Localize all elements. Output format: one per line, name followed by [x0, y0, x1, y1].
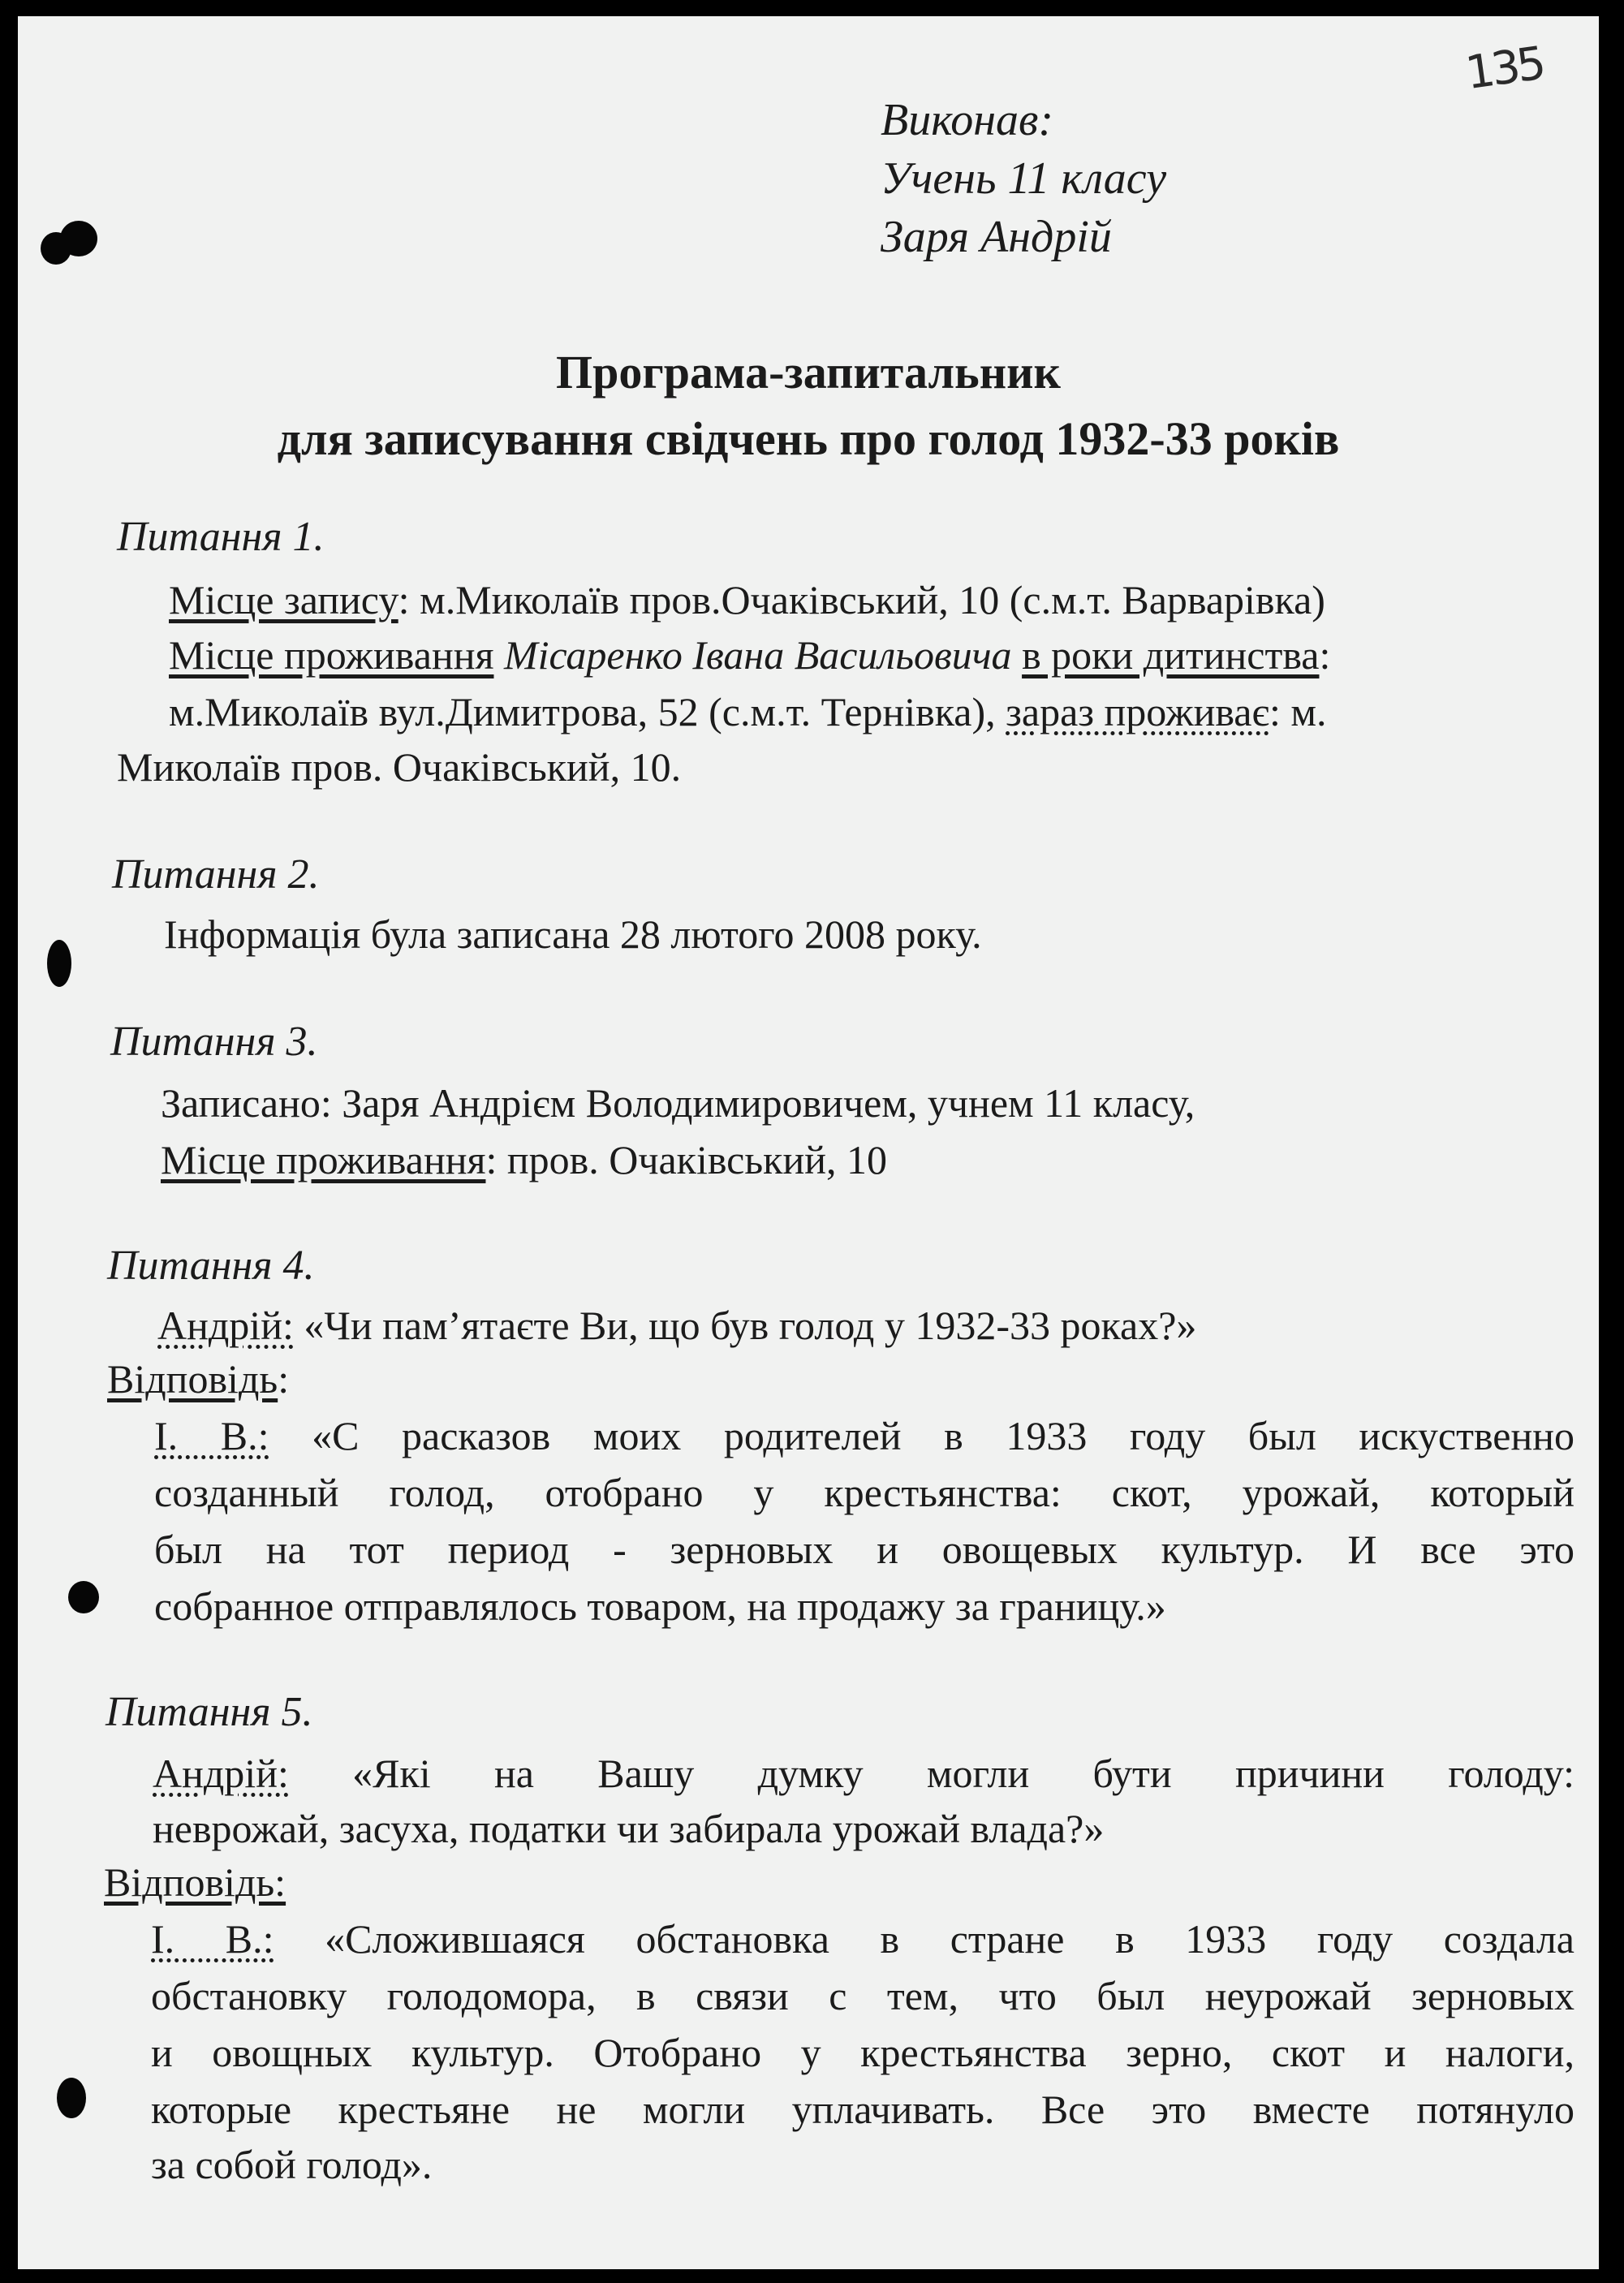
q4-answer-line-2: созданный голод, отобрано у крестьянства: скот, урожай, который — [154, 1470, 1574, 1515]
q4-answer-label-line — [107, 1355, 289, 1402]
document-page — [18, 16, 1599, 2269]
q5-answer-line-5: за собой голод». — [151, 2142, 433, 2187]
q4-speaker: Андрій: — [157, 1303, 294, 1348]
question-4-heading: Питання 4. — [107, 1243, 315, 1289]
document-title — [18, 339, 1599, 472]
q1-now-label: зараз проживає — [1006, 689, 1269, 734]
performer-name: Заря Андрій — [881, 212, 1112, 262]
q5-respondent: І. В.: — [151, 1916, 274, 1962]
q1-residence-label: Місце проживання — [169, 632, 494, 678]
handwritten-page-number: 135 — [1462, 37, 1546, 101]
q1-record-line — [169, 576, 1325, 623]
binder-hole — [60, 221, 97, 256]
q3-residence-label: Місце проживання — [161, 1137, 486, 1182]
q3-residence-value: : пров. Очаківський, 10 — [485, 1137, 887, 1182]
title-line-1: Програма-запитальник — [556, 346, 1061, 398]
q5-answer-line-1 — [151, 1915, 1574, 1962]
q1-childhood-address: м.Миколаїв вул.Димитрова, 52 (с.м.т. Тернівка), — [169, 689, 1006, 734]
q1-address-line — [169, 688, 1327, 735]
binder-hole — [47, 940, 71, 987]
q4-answer-line-1 — [154, 1412, 1574, 1459]
performer-block — [881, 91, 1166, 266]
q5-answer-text: «Сложившаяся обстановка в стране в 1933 году создала — [274, 1916, 1574, 1962]
q4-respondent: І. В.: — [154, 1413, 269, 1458]
q1-address-line-2: Миколаїв пров. Очаківський, 10. — [117, 744, 682, 790]
question-3-heading: Питання 3. — [110, 1019, 318, 1065]
binder-hole — [57, 2078, 86, 2118]
q1-now-value: : м. — [1269, 689, 1327, 734]
q1-residence-line — [169, 631, 1330, 678]
title-line-2: для записування свідчень про голод 1932-33 років — [277, 412, 1340, 465]
q4-answer-colon: : — [278, 1356, 290, 1402]
performer-grade: Учень 11 класу — [881, 153, 1167, 204]
q5-answer-line-3: и овощных культур. Отобрано у крестьянства зерно, скот и налоги, — [151, 2030, 1574, 2075]
q4-answer-text: «С расказов моих родителей в 1933 году был искуственно — [269, 1413, 1574, 1458]
q1-colon: : — [1319, 632, 1331, 678]
q5-answer-line-2: обстановку голодомора, в связи с тем, что был неурожай зерновых — [151, 1973, 1574, 2018]
q5-speaker: Андрій: — [153, 1751, 289, 1796]
question-2-heading: Питання 2. — [112, 851, 320, 898]
q5-answer-label: Відповідь: — [104, 1859, 286, 1905]
q5-answer-line-4: которые крестьяне не могли уплачивать. Все это вместе потянуло — [151, 2087, 1574, 2132]
q2-text: Інформація була записана 28 лютого 2008 року. — [164, 911, 982, 957]
q1-record-value: : м.Миколаїв пров.Очаківський, 10 (с.м.т. Варварівка) — [398, 577, 1325, 622]
q4-question: «Чи пам’ятаєте Ви, що був голод у 1932-33 роках?» — [293, 1303, 1197, 1348]
q4-answer-label: Відповідь — [107, 1356, 278, 1402]
q3-residence-line — [161, 1136, 887, 1183]
q1-record-label: Місце запису — [169, 577, 398, 622]
q1-person: Місаренко Івана Васильовича — [503, 632, 1012, 678]
binder-hole — [68, 1581, 99, 1613]
question-5-heading: Питання 5. — [106, 1689, 313, 1735]
performer-label: Виконав: — [881, 95, 1054, 145]
q4-question-line — [157, 1302, 1196, 1349]
q4-answer-line-4: собранное отправлялось товаром, на продажу за границу.» — [154, 1583, 1166, 1629]
q1-childhood-label: в роки дитинства — [1022, 632, 1320, 678]
q5-question-line-1 — [153, 1750, 1574, 1797]
q3-text: Записано: Заря Андрієм Володимировичем, учнем 11 класу, — [161, 1080, 1195, 1126]
q5-question-text: «Які на Вашу думку могли бути причини голоду: — [288, 1751, 1574, 1796]
question-1-heading: Питання 1. — [117, 514, 325, 560]
q5-question-line-2: неврожай, засуха, податки чи забирала урожай влада?» — [153, 1806, 1105, 1851]
q5-answer-label-line — [104, 1859, 286, 1906]
q4-answer-line-3: был на тот период - зерновых и овощевых культур. И все это — [154, 1527, 1574, 1572]
